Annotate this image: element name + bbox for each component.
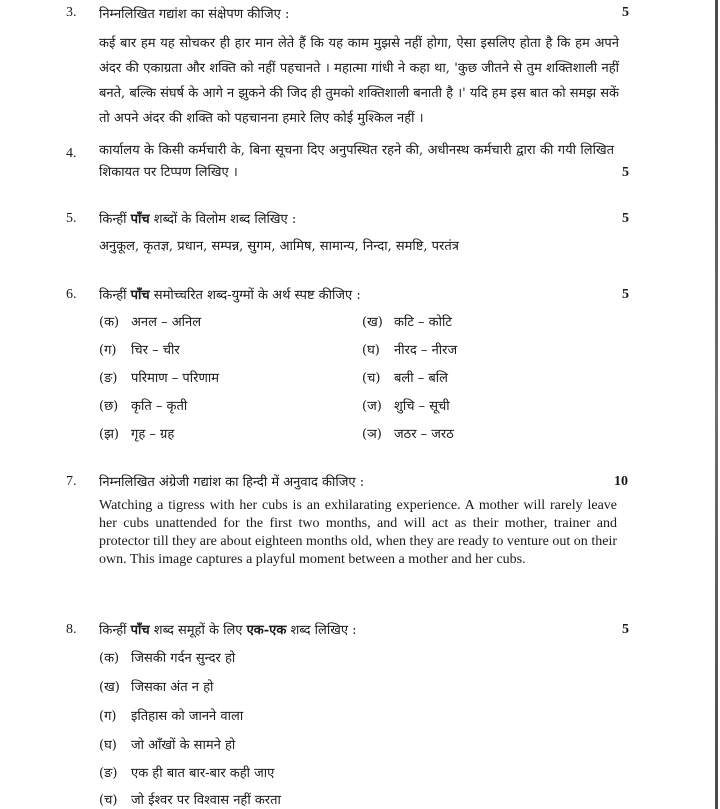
item-text: जिसका अंत न हो: [131, 680, 214, 695]
item-label: (ङ): [99, 766, 118, 781]
question-title: कार्यालय के किसी कर्मचारी के, बिना सूचना दिए अनुपस्थित रहने की, अधीनस्थ कर्मचारी द्वारा की गयी लिखित शिकायत पर टिप्पण लिखिए ।: [99, 143, 614, 180]
english-passage: Watching a tigress with her cubs is an exhilarating experience. A mother will rarely leave her cubs unattended for the first two months, and will act as their mother, trainer and protector till they are about eighteen months old, when they are ready to venture out on their own. This image captures a playful moment between a mother and her cubs.: [99, 498, 617, 567]
question-number: 7.: [66, 474, 77, 489]
phrase-item: [99, 648, 235, 666]
option-text: शुचि – सूची: [394, 399, 450, 414]
option-label: (झ): [99, 427, 119, 442]
question-title: [99, 620, 357, 638]
question-number: 4.: [66, 146, 77, 161]
item-label: (घ): [99, 738, 117, 753]
option-text: नीरद – नीरज: [394, 343, 458, 358]
option-text: कटि – कोटि: [394, 315, 452, 330]
option-label: (ञ): [362, 427, 382, 442]
item-text: एक ही बात बार-बार कही जाए: [131, 766, 275, 781]
item-label: (च): [99, 793, 118, 808]
option-right-4: [362, 396, 450, 414]
title-suffix: शब्दों के विलोम शब्द लिखिए :: [149, 212, 297, 227]
phrase-item: [99, 706, 243, 724]
title-suffix: शब्द लिखिए :: [286, 623, 357, 638]
option-left-5: [99, 424, 174, 442]
question-marks: 5: [622, 165, 629, 180]
option-text: अनल – अनिल: [131, 315, 202, 330]
option-left-4: [99, 396, 187, 414]
title-suffix: समोच्चरित शब्द-युग्मों के अर्थ स्पष्ट कीजिए :: [149, 288, 361, 303]
question-marks: 5: [622, 5, 629, 20]
title-prefix: किन्हीं: [99, 288, 131, 303]
page-edge-scan-mark: [715, 0, 718, 809]
title-prefix: किन्हीं: [99, 623, 131, 638]
phrase-item: [99, 735, 235, 753]
question-marks: 5: [622, 211, 629, 226]
option-label: (च): [362, 371, 381, 386]
option-label: (क): [99, 315, 120, 330]
question-number: 5.: [66, 211, 77, 226]
question-title: [99, 285, 361, 303]
item-label: (क): [99, 651, 120, 666]
option-text: परिमाण – परिणाम: [131, 371, 219, 386]
phrase-item: [99, 763, 274, 781]
question-title: [99, 209, 296, 227]
title-emphasis-2: एक-एक: [246, 623, 287, 638]
option-left-1: [99, 312, 201, 330]
option-right-1: [362, 312, 452, 330]
question-marks: 10: [614, 474, 628, 489]
title-middle: शब्द समूहों के लिए: [149, 623, 247, 638]
question-number: 6.: [66, 287, 77, 302]
word-list: अनुकूल, कृतज्ञ, प्रधान, सम्पन्न, सुगम, आमिष, सामान्य, निन्दा, समष्टि, परतंत्र: [99, 239, 459, 254]
option-label: (ख): [362, 315, 383, 330]
item-text: जो ईश्वर पर विश्वास नहीं करता: [131, 793, 281, 808]
option-left-2: [99, 340, 180, 358]
option-right-5: [362, 424, 454, 442]
option-left-3: [99, 368, 219, 386]
title-emphasis: पाँच: [130, 623, 150, 638]
option-label: (ग): [99, 343, 117, 358]
option-label: (छ): [99, 399, 119, 414]
phrase-item: [99, 790, 281, 808]
question-title: निम्नलिखित गद्यांश का संक्षेपण कीजिए :: [99, 7, 290, 22]
question-number: 8.: [66, 622, 77, 637]
option-text: चिर – चीर: [131, 343, 180, 358]
title-emphasis: पाँच: [130, 212, 150, 227]
question-marks: 5: [622, 622, 629, 637]
title-emphasis: पाँच: [130, 288, 150, 303]
passage-text: कई बार हम यह सोचकर ही हार मान लेते हैं कि यह काम मुझसे नहीं होगा, ऐसा इसलिए होता है कि हम अपने अंदर की एकाग्रता और शक्ति को नहीं पहचानते । महात्मा गांधी ने कहा था, 'कुछ जीतने से तुम शक्तिशाली नहीं बनते, बल्कि संघर्ष के आगे न झुकने की जिद ही तुमको शक्तिशाली बनाती है ।' यदि हम इस बात को समझ सकें तो अपने अंदर की शक्ति को पहचानना हमारे लिए कोई मुश्किल नहीं ।: [99, 36, 620, 126]
item-text: जो आँखों के सामने हो: [131, 738, 236, 753]
option-label: (ङ): [99, 371, 118, 386]
phrase-item: [99, 677, 213, 695]
option-right-3: [362, 368, 448, 386]
option-text: जठर – जरठ: [394, 427, 454, 442]
question-title: निम्नलिखित अंग्रेजी गद्यांश का हिन्दी में अनुवाद कीजिए :: [99, 475, 365, 490]
question-number: 3.: [66, 5, 77, 20]
option-text: गृह – ग्रह: [131, 427, 175, 442]
item-text: इतिहास को जानने वाला: [131, 709, 244, 724]
option-label: (घ): [362, 343, 380, 358]
option-text: कृति – कृती: [131, 399, 188, 414]
option-label: (ज): [362, 399, 382, 414]
question-marks: 5: [622, 287, 629, 302]
option-text: बली – बलि: [394, 371, 448, 386]
option-right-2: [362, 340, 457, 358]
title-prefix: किन्हीं: [99, 212, 131, 227]
item-text: जिसकी गर्दन सुन्दर हो: [131, 651, 236, 666]
item-label: (ग): [99, 709, 117, 724]
item-label: (ख): [99, 680, 120, 695]
